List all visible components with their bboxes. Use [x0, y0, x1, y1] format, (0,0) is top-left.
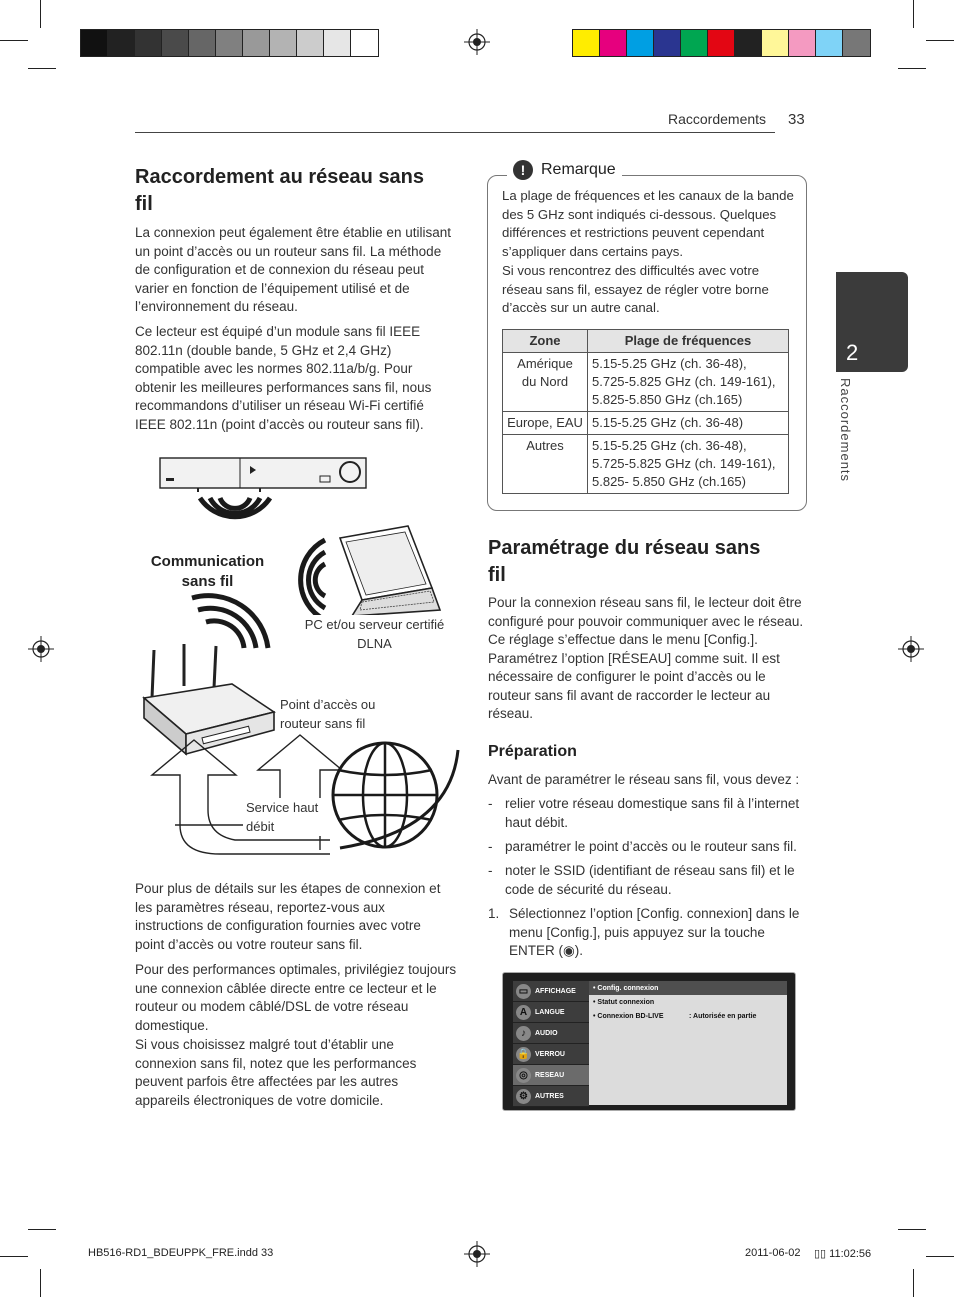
menu-option-bd-live: • Connexion BD-LIVE : Autorisée en partie	[593, 1012, 757, 1020]
color-swatches	[572, 29, 871, 57]
setup-menu-options	[589, 981, 787, 1105]
preparation-intro: Avant de paramétrer le réseau sans fil, vous devez :	[488, 772, 800, 787]
crop-mark	[28, 68, 56, 69]
crop-mark	[40, 1269, 41, 1297]
list-item: - noter le SSID (identifiant de réseau sans fil) et le code de sécurité du réseau.	[488, 863, 795, 897]
table-row: Autres 5.15-5.25 GHz (ch. 36-48), 5.725-5.825 GHz (ch. 149-161), 5.825- 5.850 GHz (ch.165)	[503, 435, 789, 494]
label-wireless: Communication sans fil	[150, 553, 265, 590]
menu-option-statut-connexion: • Statut connexion	[593, 998, 655, 1006]
menu-item-affichage: ▭ AFFICHAGE	[513, 981, 589, 1002]
chapter-number: 2	[846, 340, 859, 365]
router-icon	[144, 644, 274, 754]
frequency-table	[502, 329, 789, 494]
lock-icon: 🔒	[517, 1048, 530, 1060]
label-router: Point d’accès ou routeur sans fil	[280, 697, 376, 731]
footer-time: ▯▯ 11:02:56	[814, 1248, 872, 1260]
blu-ray-player-icon	[160, 458, 366, 492]
grayscale-swatches	[80, 29, 379, 57]
crop-mark	[28, 1229, 56, 1230]
menu-option-config-connexion: • Config. connexion	[589, 981, 787, 995]
footer-file: HB516-RD1_BDEUPPK_FRE.indd 33	[88, 1247, 274, 1259]
menu-item-verrou: 🔒 VERROU	[513, 1044, 589, 1065]
table-header: Plage de fréquences	[588, 330, 789, 353]
display-icon: ▭	[516, 984, 531, 999]
table-row: Amérique du Nord 5.15-5.25 GHz (ch. 36-48), 5.725-5.825 GHz (ch. 149-161), 5.825-5.850 GHz (ch.165)	[503, 353, 789, 412]
crop-mark	[913, 0, 914, 28]
laptop-icon	[340, 526, 440, 616]
registration-mark-icon	[464, 29, 490, 55]
label-internet: Service haut débit	[243, 798, 321, 836]
wifi-waves-icon	[192, 596, 268, 648]
network-icon: ◎	[516, 1068, 531, 1083]
menu-item-langue: A LANGUE	[513, 1002, 589, 1023]
registration-mark-icon	[898, 636, 924, 662]
gear-icon: ⚙	[516, 1089, 531, 1104]
step-item: 1. Sélectionnez l’option [Config. connexion] dans le menu [Config.], puis appuyez sur la touche ENTER (◉).	[488, 906, 800, 958]
header-section: Raccordements	[668, 111, 767, 127]
note-para-2: Si vous rencontrez des difficultés avec votre réseau sans fil, essayez de régler votre borne d’accès sur un autre canal.	[502, 263, 769, 315]
menu-item-audio: ♪ AUDIO	[513, 1023, 589, 1044]
table-row: Europe, EAU 5.15-5.25 GHz (ch. 36-48)	[503, 412, 789, 435]
registration-mark-icon	[28, 636, 54, 662]
chapter-label: Raccordements	[838, 378, 853, 483]
wifi-waves-icon	[200, 498, 270, 517]
audio-icon: ♪	[516, 1026, 531, 1041]
menu-item-autres: ⚙ AUTRES	[513, 1086, 589, 1107]
menu-item-reseau: ◎ RESEAU	[513, 1065, 589, 1086]
crop-mark	[898, 68, 926, 69]
note-para-1: La plage de fréquences et les canaux de la bande des 5 GHz sont indiqués ci-dessous. Quelques différences et restrictions peuvent cependant s’appliquer dans certains pays.	[502, 188, 794, 259]
label-pc: PC et/ou serveur certifié DLNA	[292, 615, 457, 653]
internet-globe-icon	[333, 743, 458, 848]
right-title: Paramétrage du réseau sans fil	[488, 537, 761, 586]
setup-menu-screenshot	[502, 972, 796, 1111]
right-para-1: Pour la connexion réseau sans fil, le lecteur doit être configuré pour pouvoir communiquer avec le réseau. Ce réglage s’effectue dans le menu [Config.]. Paramétrez l’option [RÉSEAU] comme suit. Il est nécessaire de configurer le point d’accès ou le routeur sans fil avant de raccorder le lecteur au réseau.	[488, 595, 804, 721]
note-title: Remarque	[541, 161, 616, 178]
wifi-waves-icon	[301, 540, 325, 620]
language-icon: A	[516, 1005, 531, 1020]
list-item: - paramétrer le point d’accès ou le routeur sans fil.	[488, 839, 797, 854]
footer-date: 2011-06-02	[745, 1247, 801, 1259]
list-item: - relier votre réseau domestique sans fil à l’internet haut débit.	[488, 796, 800, 830]
crop-mark	[40, 0, 41, 28]
left-title: Raccordement au réseau sans fil	[135, 166, 425, 215]
table-header: Zone	[503, 330, 588, 353]
left-para-3: Pour plus de détails sur les étapes de connexion et les paramètres réseau, reportez-vous aux instructions de configuration fournies avec votre point d’accès ou votre routeur sans fil.	[135, 881, 441, 952]
left-para-4: Pour des performances optimales, privilégiez toujours une connexion câblée directe entre ce lecteur et le routeur ou modem câblé/DSL de votre réseau domestique.	[135, 962, 457, 1033]
note-header	[507, 160, 622, 180]
crop-mark	[926, 1256, 954, 1257]
exclamation-icon: !	[513, 160, 533, 180]
header-rule	[135, 132, 775, 133]
left-para-5: Si vous choisissez malgré tout d’établir une connexion sans fil, notez que les performances peuvent parfois être affectées par les autres appareils électroniques de votre domicile.	[135, 1037, 417, 1108]
left-para-2: Ce lecteur est équipé d’un module sans fil IEEE 802.11n (double bande, 5 GHz et 2,4 GHz) compatible avec les normes 802.11a/b/g. Pour obtenir les meilleures performances sans fil, nous recommandons d’utiliser un réseau Wi-Fi certifié IEEE 802.11n (point d’accès ou routeur sans fil).	[135, 324, 432, 432]
registration-mark-icon	[464, 1241, 490, 1267]
preparation-subtitle: Préparation	[488, 743, 577, 760]
left-para-1: La connexion peut également être établie en utilisant un point d’accès ou un routeur sans fil. La méthode de configuration et de connexion du réseau peut varier en fonction de l’équipement utilisé et de l’environnement du réseau.	[135, 225, 451, 314]
setup-menu-categories	[513, 981, 589, 1107]
crop-mark	[0, 40, 28, 41]
crop-mark	[926, 40, 954, 41]
crop-mark	[898, 1229, 926, 1230]
crop-mark	[0, 1256, 28, 1257]
crop-mark	[913, 1269, 914, 1297]
page-number: 33	[788, 111, 805, 128]
